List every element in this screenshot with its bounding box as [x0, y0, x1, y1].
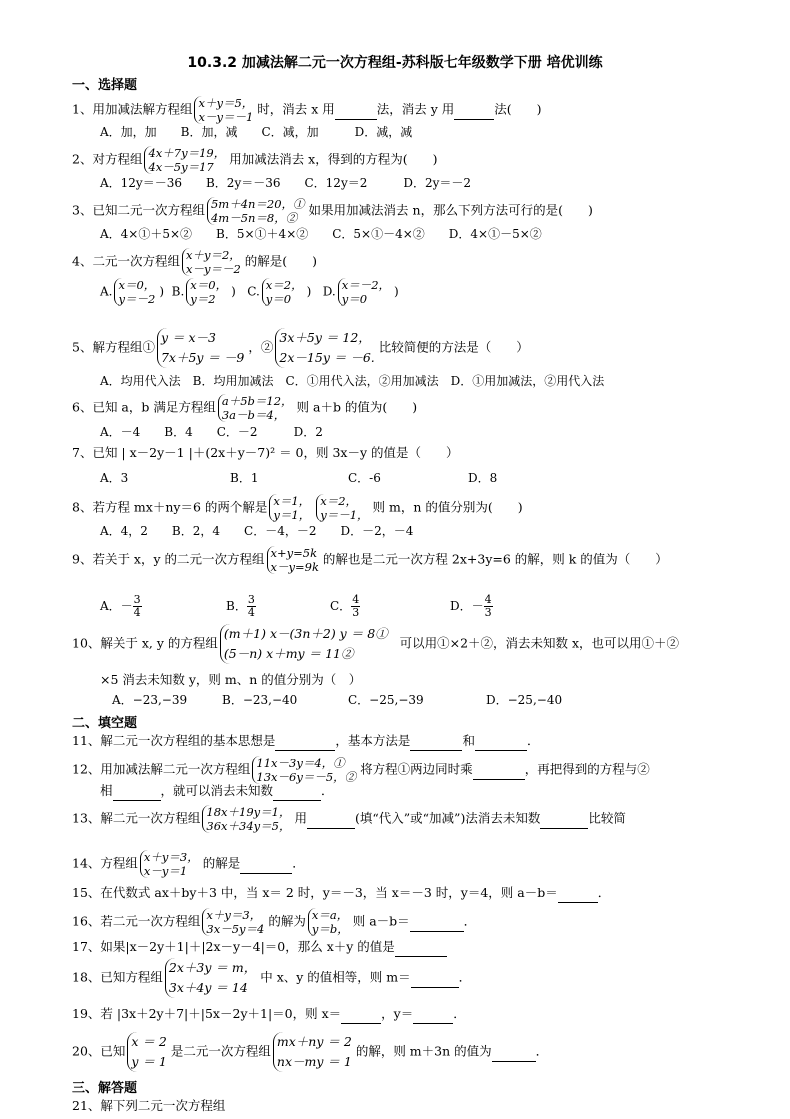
question-text: 用加减法消去 x，得到的方程为( ) — [229, 151, 438, 167]
question-text: ． — [292, 855, 305, 871]
option-a: A．3 — [100, 471, 129, 485]
denominator: 3 — [352, 606, 360, 619]
equation: 7x＋5y ＝ －9 — [160, 350, 245, 365]
equation-system — [140, 850, 201, 878]
question-text: 15、在代数式 ax＋by＋3 中，当 x＝ 2 时，y＝－3，当 x＝－3 时，y＝4，则 a－b＝ — [72, 885, 558, 900]
question-text: 则 m，n 的值分别为( ) — [372, 499, 523, 515]
fraction — [484, 594, 493, 619]
question-11 — [72, 732, 539, 751]
equation-system — [207, 197, 307, 225]
equation-system — [218, 394, 295, 422]
option-d: D．−25,−40 — [486, 693, 563, 707]
equation: 13x－6y＝－5，② — [256, 770, 357, 784]
question-text: 用 — [294, 810, 307, 826]
question-text: 和 — [462, 733, 475, 748]
equation: 4x－5y＝17 — [148, 160, 214, 174]
answer-blank[interactable] — [410, 913, 464, 932]
answer-blank[interactable] — [540, 810, 588, 829]
question-2 — [72, 146, 437, 174]
question-text: ． — [463, 913, 477, 929]
solution-system — [308, 908, 351, 936]
equation: x＋y＝3， — [206, 908, 262, 922]
question-text: 则 a＋b 的值为( ) — [296, 399, 418, 415]
answer-blank[interactable] — [113, 782, 161, 801]
option-b: B．1 — [230, 471, 259, 485]
option-b — [226, 594, 256, 619]
equation-system — [165, 958, 258, 998]
question-text: ． — [458, 969, 472, 985]
equation-system — [220, 624, 390, 664]
numerator: 4 — [352, 593, 360, 606]
equation: y ＝ 1 — [131, 1054, 167, 1069]
equation: 11x－3y＝4，① — [256, 756, 345, 770]
question-text: 13、解二元一次方程组 — [72, 810, 201, 826]
question-13 — [72, 805, 626, 833]
question-text: 9、若关于 x，y 的二元一次方程组 — [72, 551, 265, 567]
fraction — [133, 594, 142, 619]
equation: (5－n) x＋my ＝ 11② — [223, 646, 354, 661]
equation: x－y＝－2 — [185, 262, 241, 276]
options-q1: A．加，加 B．加，减 C．减，加 D．减，减 — [100, 125, 413, 139]
answer-blank[interactable] — [473, 761, 525, 780]
equation-system — [202, 805, 292, 833]
question-text: 相 — [100, 783, 113, 798]
equation: 3x－5y＝4 — [206, 922, 265, 936]
equation: y＝2 — [190, 292, 216, 306]
question-text: 18、已知方程组 — [72, 969, 163, 985]
equation: mx＋ny ＝ 2 — [276, 1034, 352, 1049]
answer-blank[interactable] — [411, 969, 459, 988]
equation: 3a－b＝4， — [221, 408, 286, 422]
equation: x＝－2， — [341, 278, 391, 292]
equation: x－y＝1 — [143, 864, 188, 878]
equation: x＝2， — [265, 278, 303, 292]
option-a: A．−23,−39 — [112, 693, 188, 707]
equation-system — [267, 546, 321, 574]
question-text: 的解，则 m＋3n 的值为 — [355, 1043, 492, 1059]
equation: 3x＋4y ＝ 14 — [168, 980, 248, 995]
option-d: D．8 — [468, 471, 498, 485]
question-text: 11、解二元一次方程组的基本思想是 — [72, 733, 276, 748]
equation-system — [157, 328, 246, 368]
answer-blank[interactable] — [475, 732, 527, 751]
options-q2: A．12y＝－36 B．2y＝－36 C．12y＝2 D．2y＝－2 — [100, 176, 472, 190]
answer-blank[interactable] — [240, 855, 292, 874]
question-17 — [72, 938, 447, 957]
equation: x ＝ 2 — [131, 1034, 167, 1049]
equation: 18x＋19y＝1， — [206, 805, 291, 819]
solution-system — [316, 494, 370, 522]
equation: y ＝ x－3 — [160, 330, 216, 345]
equation: 4x＋7y＝19， — [148, 146, 226, 160]
question-text: 的解也是二元一次方程 2x+3y=6 的解，则 k 的值为（ ） — [322, 551, 668, 567]
question-3 — [72, 197, 593, 225]
option-label: D．－ — [450, 599, 484, 613]
section-heading-fill: 二、填空题 — [72, 716, 138, 731]
question-text: 法，消去 y 用 — [376, 101, 455, 117]
denominator: 3 — [484, 606, 492, 619]
option-d-system — [338, 278, 392, 306]
section-heading-solve: 三、解答题 — [72, 1081, 138, 1096]
equation-system — [273, 1032, 354, 1072]
question-18 — [72, 958, 471, 998]
equation: 4m－5n＝8，② — [210, 211, 298, 225]
answer-blank[interactable] — [454, 101, 494, 120]
equation: x＝2， — [320, 494, 358, 508]
fraction — [351, 594, 360, 619]
options-q9 — [100, 588, 600, 622]
equation: 2x＋3y ＝ m， — [168, 960, 257, 975]
question-text: 的解是( ) — [244, 253, 318, 269]
answer-blank[interactable] — [307, 810, 355, 829]
options-q6: A．－4 B．4 C．－2 D．2 — [100, 425, 323, 439]
question-text: 6、已知 a，b 满足方程组 — [72, 399, 216, 415]
equation: y＝b， — [311, 922, 349, 936]
options-q3: A．4×①＋5×② B．5×①＋4×② C．5×①－4×② D．4×①－5×② — [100, 227, 542, 241]
question-text: ． — [321, 783, 334, 798]
question-text: ，② — [248, 339, 274, 355]
question-text: 4、二元一次方程组 — [72, 253, 180, 269]
option-label: A．－ — [100, 599, 133, 613]
question-text: 2、对方程组 — [72, 151, 143, 167]
question-text: 17、如果|x－2y＋1|＋|2x－y－4|＝0，那么 x＋y 的值是 — [72, 939, 395, 954]
equation: x＝a， — [311, 908, 349, 922]
equation: 36x＋34y＝5， — [206, 819, 291, 833]
question-text: 19、若 |3x＋2y＋7|＋|5x－2y＋1|＝0，则 x＝ — [72, 1006, 342, 1021]
question-15 — [72, 884, 610, 903]
question-8 — [72, 494, 523, 522]
option-c — [330, 594, 360, 619]
option-c-system — [262, 278, 305, 306]
equation: y＝－2 — [118, 292, 156, 306]
denominator: 4 — [133, 606, 141, 619]
question-text: ． — [535, 1043, 549, 1059]
question-text: ，y＝ — [381, 1006, 414, 1021]
equation: x＝0， — [118, 278, 156, 292]
equation: x＋y＝3， — [143, 850, 199, 864]
question-text: 12、用加减法解二元一次方程组 — [72, 761, 251, 777]
question-text: 可以用①×2＋②，消去未知数 x，也可以用①＋② — [399, 635, 680, 651]
answer-blank[interactable] — [395, 938, 447, 957]
options-q4: A. x＝0， y＝－2) B. x＝0， y＝2) C. x＝2， y＝0) D. x＝－2， y＝0) — [100, 278, 399, 306]
fraction — [247, 594, 256, 619]
equation-system — [202, 908, 266, 936]
numerator: 3 — [247, 593, 255, 606]
question-text: 比较简便的方法是（ ） — [378, 339, 529, 355]
question-text: 10、解关于 x, y 的方程组 — [72, 635, 218, 651]
question-text: 5、解方程组① — [72, 339, 155, 355]
question-1 — [72, 96, 542, 124]
option-c: C．-6 — [348, 471, 381, 485]
numerator: 3 — [133, 593, 141, 606]
equation-system — [182, 248, 243, 276]
option-label: B． — [226, 599, 247, 613]
question-text: 如果用加减法消去 n，那么下列方法可行的是( ) — [308, 202, 593, 218]
question-20 — [72, 1032, 548, 1072]
options-q8: A．4，2 B．2，4 C．－4，－2 D．－2，－4 — [100, 524, 414, 538]
equation: a＋5b＝12， — [221, 394, 293, 408]
option-b-system — [186, 278, 229, 306]
option-a-system — [114, 278, 157, 306]
equation-system — [252, 756, 358, 784]
equation-system — [194, 96, 255, 124]
question-16 — [72, 908, 476, 936]
question-10 — [72, 624, 679, 664]
equation: y＝0 — [341, 292, 368, 306]
options-q5: A．均用代入法 B．均用加减法 C．①用代入法，②用加减法 D．①用加减法，②用代入法 — [100, 374, 605, 388]
question-12 — [72, 756, 650, 784]
question-6 — [72, 394, 417, 422]
question-text: 则 a－b＝ — [352, 913, 410, 929]
equation: nx－my ＝ 1 — [276, 1054, 352, 1069]
solution-system — [269, 494, 312, 522]
question-text: 16、若二元一次方程组 — [72, 913, 201, 929]
question-text: ． — [597, 885, 611, 900]
option-a — [100, 594, 142, 619]
question-12-line2 — [100, 782, 334, 801]
question-9 — [72, 546, 668, 574]
answer-blank[interactable] — [275, 732, 335, 751]
equation: 3x＋5y ＝ 12， — [279, 330, 371, 345]
question-text: 1、用加减法解方程组 — [72, 101, 193, 117]
equation: 2x－15y ＝ －6. — [279, 350, 375, 365]
equation: x－y=9k — [270, 560, 319, 574]
question-text: 将方程①两边同时乘 — [360, 761, 473, 777]
answer-blank[interactable] — [410, 732, 462, 751]
equation: x＝1， — [273, 494, 311, 508]
equation: x＋y＝2， — [185, 248, 241, 262]
question-5 — [72, 328, 529, 368]
answer-blank[interactable] — [492, 1043, 536, 1062]
question-21: 21、解下列二元一次方程组 — [72, 1098, 226, 1113]
question-7: 7、已知 | x－2y－1 |＋(2x＋y－7)² ＝ 0，则 3x－y 的值是（ ） — [72, 445, 459, 460]
question-14 — [72, 850, 305, 878]
question-4 — [72, 248, 317, 276]
option-label: C． — [330, 599, 352, 613]
equation: x＋y＝5， — [198, 96, 254, 110]
equation: y＝0 — [265, 292, 292, 306]
equation-system — [275, 328, 376, 368]
question-text: 14、方程组 — [72, 855, 138, 871]
solution-system — [127, 1032, 168, 1072]
option-d — [450, 594, 493, 619]
question-text: 时，消去 x 用 — [257, 101, 335, 117]
answer-blank[interactable] — [413, 1005, 453, 1024]
equation-system — [144, 146, 227, 174]
question-text: 的解是 — [202, 855, 241, 871]
equation: x＝0， — [190, 278, 228, 292]
equation: 5m＋4n＝20，① — [210, 197, 305, 211]
question-text: 20、已知 — [72, 1043, 126, 1059]
question-text: ，基本方法是 — [335, 733, 411, 748]
question-text: 3、已知二元一次方程组 — [72, 202, 205, 218]
answer-blank[interactable] — [273, 782, 321, 801]
question-text: 中 x、y 的值相等，则 m＝ — [260, 969, 411, 985]
equation: x－y＝－1 — [198, 110, 254, 124]
option-b: B．−23,−40 — [222, 693, 298, 707]
answer-blank[interactable] — [341, 1005, 381, 1024]
question-text: ，就可以消去未知数 — [160, 783, 274, 798]
numerator: 4 — [484, 593, 492, 606]
equation: (m＋1) x－(3n＋2) y ＝ 8① — [223, 626, 388, 641]
equation: x+y=5k — [270, 546, 318, 560]
question-text: 的解为 — [268, 913, 306, 929]
answer-blank[interactable] — [335, 101, 377, 120]
question-text: (填“代入”或“加减”)法消去未知数 — [355, 810, 541, 826]
denominator: 4 — [247, 606, 255, 619]
question-text: 8、若方程 mx＋ny＝6 的两个解是 — [72, 499, 268, 515]
page-title: 10.3.2 加减法解二元一次方程组-苏科版七年级数学下册 培优训练 — [187, 55, 603, 71]
question-text: 是二元一次方程组 — [170, 1043, 271, 1059]
option-c: C．−25,−39 — [348, 693, 424, 707]
question-text: 比较简 — [588, 810, 626, 826]
question-19 — [72, 1005, 466, 1024]
question-text: ． — [453, 1006, 466, 1021]
question-text: 法( ) — [494, 101, 542, 117]
equation: y＝1， — [273, 508, 311, 522]
section-heading-choice: 一、选择题 — [72, 78, 138, 93]
question-text: ，再把得到的方程与② — [524, 761, 650, 777]
question-text: ． — [526, 733, 540, 748]
question-10-line2: ×5 消去未知数 y，则 m、n 的值分别为（ ） — [100, 672, 362, 687]
answer-blank[interactable] — [558, 884, 598, 903]
equation: y＝－1， — [320, 508, 369, 522]
